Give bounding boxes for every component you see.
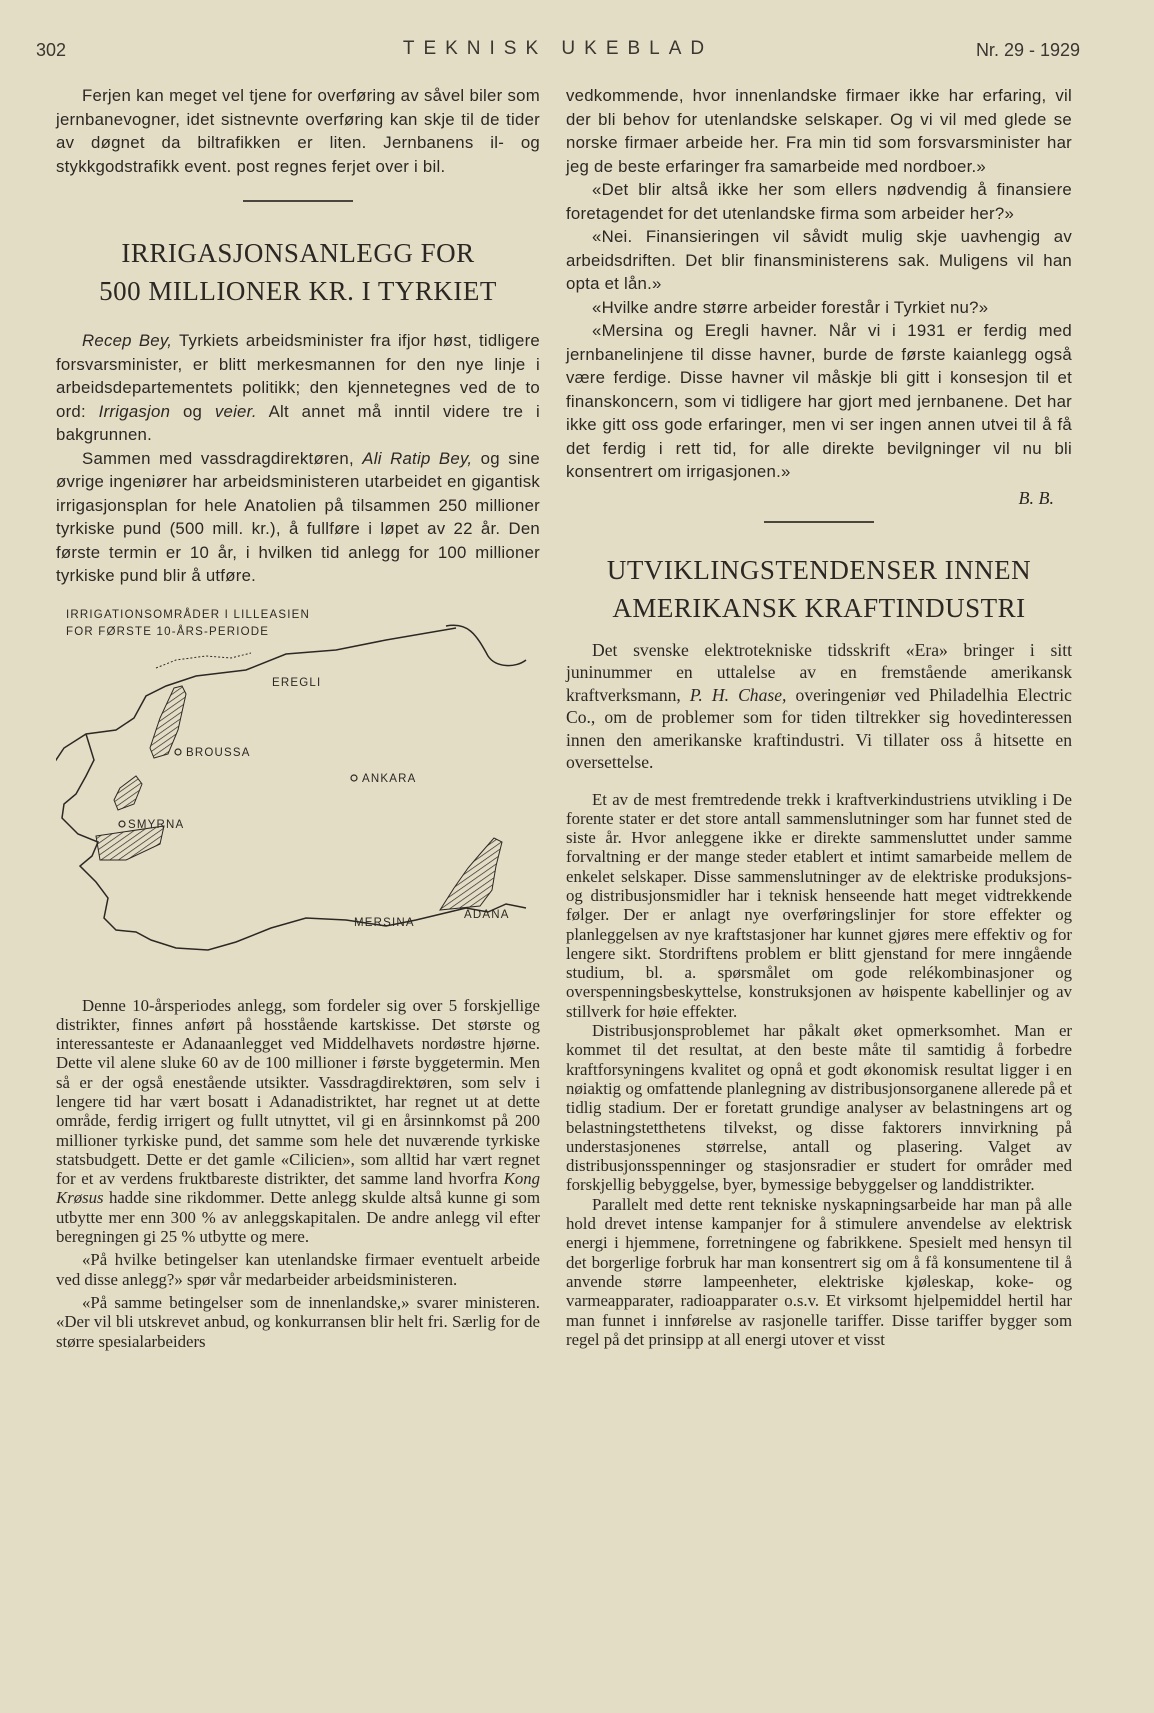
broussa-marker xyxy=(175,749,181,755)
article-paragraph: vedkommende, hvor innenlandske firmaer ikke har erfaring, vil der bli behov for utenlandske selskaper. Og vi vil med glede se norske firmaer arbeide her. Fra min tid som forsvarsminister har jeg de beste erfaringer fra samarbeide med nordboer.» xyxy=(566,86,1072,176)
irrigation-area-broussa xyxy=(150,686,186,758)
article-paragraph: Distribusjonsproblemet har påkalt øket opmerksomhet. Man er kommet til det resultat, at den beste måte til samtidig å forbedre kraftforsyningens kvalitet og opnå et godt økonomisk resultat ligger i en nøiaktig og omfattende planlegning av distribusjonsorganene allerede på et tidlig stadium. Der er foretatt grundige analyser av belastningens art og belastningstetthetens tilvekst, og disse faktorers innvirkning på understasjonenes størrelse, antall og plasering. Valget av distribusjonsspenninger og stasjonsradier er studert for områder med forskjellig bebyggelse, byer, bymessige bebyggelser og landdistrikter. xyxy=(566,1021,1072,1195)
irrigation-area-smyrna-south xyxy=(96,826,164,860)
text-run: hadde sine rikdommer. Dette anlegg skulde altså kunne gi som utbytte mer enn 300 % av anleggskapitalen. De andre anlegg vil efter beregningen gi 25 % utbytte og mere. xyxy=(56,1188,540,1247)
person-name: Recep Bey, xyxy=(82,331,173,350)
author-signature: B. B. xyxy=(1018,487,1054,508)
map-label-eregli: EREGLI xyxy=(272,676,322,689)
power-article-body xyxy=(566,790,1072,1350)
article-paragraph xyxy=(56,996,540,1247)
article-title-line: IRRIGASJONSANLEGG FOR xyxy=(121,238,475,268)
article-intro xyxy=(566,639,1072,774)
map-label-broussa: BROUSSA xyxy=(186,746,251,759)
article-paragraph: «På samme betingelser som de innenlandske,» svarer ministeren. «Der vil bli utskrevet anbud, og konkurransen blir helt fri. Særlig for de større spesialarbeiders xyxy=(56,1292,540,1351)
text-run: Denne 10-årsperiodes anlegg, som fordeler sig over 5 forskjellige distrikter, finnes anført på hosstående kartskisse. Det største og interessanteste er Adanaanlegget ved Middelhavets nordøstre hjørne. Dette vil alene sluke 60 av de 100 millioner i første byggetermin. Men så er der også enestående utsikter. Vassdragdirektøren, som selv i lengere tid har vært bosatt i Adanadistriktet, har regnet ut at dette område, ferdig irrigert og fullt utnyttet, vil gi en årsinnkomst på 200 millioner tyrkiske pund, det samme som hele det nuværende tyrkiske statsbudgett. Dette er det gamle «Cilicien», som alltid har vært regnet for et av verdens fruktbareste distrikter, det samme land hvorfra xyxy=(56,995,540,1189)
interview-continued xyxy=(566,84,1072,484)
publication-title: TEKNISK UKEBLAD xyxy=(402,38,714,59)
smyrna-marker xyxy=(119,821,125,827)
text-run: Det svenske elektrotekniske tidsskrift «Era» bringer i sitt juninummer en uttalelse av en fremstående amerikansk kraftverksmann, xyxy=(566,639,1072,705)
ferry-paragraph: Ferjen kan meget vel tjene for overføring av såvel biler som jernbanevogner, idet sistnevnte overføring kan skje til de tider av døgnet da biltrafikken er liten. Jernbanens il- og stykkgodstrafikk event. post regnes ferjet over i bil. xyxy=(56,86,540,176)
article-paragraph: «Mersina og Eregli havner. Når vi i 1931 er ferdig med jernbanelinjene til disse havner, burde de første kaianlegg også være ferdige. Disse havner vil måskje bli gitt i konsesjon til et finanskoncern, som vi tidligere har gjort med jernbanene. Det har ikke gitt oss gode erfaringer, men vi ser ingen annen utvei til å få det ferdig i rett tid, for alle direkte bevilgninger vil nu bli konsentrert om irrigasjonen.» xyxy=(566,321,1072,481)
ferry-paragraph-block xyxy=(56,84,540,178)
text-run: Alt annet må inntil videre tre i bakgrunnen. xyxy=(56,401,540,444)
map-caption-line1: IRRIGATIONSOMRÅDER I LILLEASIEN xyxy=(66,608,311,621)
right-column xyxy=(566,84,1072,1349)
irrigation-map xyxy=(56,598,540,986)
article-title-line: 500 MILLIONER KR. I TYRKIET xyxy=(99,276,497,306)
article-paragraph xyxy=(56,329,540,447)
section-divider xyxy=(243,200,353,202)
article-title-power xyxy=(566,551,1072,627)
article-title-line: UTVIKLINGSTENDENSER INNEN xyxy=(606,554,1032,585)
text-run: og sine øvrige ingeniører har arbeidsministeren utarbeidet en gigantisk irrigasjonsplan for hele Anatolien på tilsammen 250 millioner tyrkiske pund (500 mill. kr.), å fullføre i løpet av 22 år. Den første termin er 10 år, i hvilken tid anlegg for 100 millioner tyrkiske pund blir å utføre. xyxy=(56,448,541,585)
map-label-mersina: MERSINA xyxy=(354,916,415,929)
person-name: P. H. Chase, xyxy=(689,684,787,705)
article-title-irrigation xyxy=(56,234,540,310)
text-run: Tyrkiets arbeidsminister fra ifjor høst, tidligere forsvarsminister, er blitt merkesmannen for den nye linje i arbeidsdepartementets politikk; den kjennetegnes ved de to ord: xyxy=(56,331,540,421)
emphasis: veier. xyxy=(214,401,257,421)
irrigation-area-adana xyxy=(440,838,502,910)
emphasis: Irrigasjon xyxy=(98,401,171,421)
page-header xyxy=(36,36,1080,66)
coast-detail xyxy=(156,653,251,668)
map-label-adana: ADANA xyxy=(464,908,510,921)
irrigation-area-smyrna-north xyxy=(114,776,142,810)
ankara-marker xyxy=(351,775,357,781)
article-paragraph: Parallelt med dette rent tekniske nyskapningsarbeide har man på alle hold drevet intense kampanjer for å stimulere anvendelse av elektrisk energi i hjemmene, forretningene og fabrikkene. Spesielt med hensyn til det borgerlige forbruk har man konsentrert sig om å få konsumentene til å anvende større lampeenheter, elektriske kjøleskap, koke- og varmeapparater, radioapparater o.s.v. Et virksomt hjelpemiddel hertil har man funnet i innførelse av rasjonelle tariffer. Disse tariffer bygger som regel på det prinsipp at all energi utover et visst xyxy=(566,1194,1072,1349)
left-column xyxy=(56,84,540,1351)
article-paragraph: «Nei. Finansieringen vil såvidt mulig skje uavhengig av arbeidsdriften. Det blir finansministerens sak. Muligens vil han opta et lån.» xyxy=(566,227,1072,293)
article-paragraph: «Det blir altså ikke her som ellers nødvendig å finansiere foretagendet for det utenlandske firma som arbeider her?» xyxy=(566,180,1072,223)
issue-number: Nr. 29 - 1929 xyxy=(975,40,1080,60)
person-name: Ali Ratip Bey, xyxy=(362,448,473,468)
section-divider xyxy=(764,521,874,523)
article-paragraph: «Hvilke andre større arbeider forestår i Tyrkiet nu?» xyxy=(592,297,989,317)
text-run: overingeniør ved Philadelhia Electric Co., om de problemer som for tiden tiltrekker sig hovedinteressen innen den amerikanske kraftindustri. Vi tillater oss å hitsette en oversettelse. xyxy=(566,684,1072,772)
article-paragraph: «På hvilke betingelser kan utenlandske firmaer eventuelt arbeide ved disse anlegg?» spør vår medarbeider arbeidsministeren. xyxy=(56,1250,540,1289)
map-caption-line2: FOR FØRSTE 10-ÅRS-PERIODE xyxy=(66,625,270,638)
article-title-line: AMERIKANSK KRAFTINDUSTRI xyxy=(612,592,1026,623)
map-label-ankara: ANKARA xyxy=(362,772,417,785)
irrigation-article-body xyxy=(56,329,540,588)
text-run: og xyxy=(170,401,215,421)
article-paragraph xyxy=(56,447,540,588)
article-paragraph: Et av de mest fremtredende trekk i kraftverkindustriens utvikling i De forente stater er det store antall sammenslutninger som har funnet sted de siste år. Hvor anleggene ikke er direkte sammensluttet under samme forvaltning er der mange steder etablert et intimt samarbeide mellem de enkelet selskaper. Disse sammenslutninger av de elektriske produksjons- og distribusjonsmidler har i teknisk henseende hatt meget vidtrekkende følger. Der er anlagt nye overføringslinjer for store effekter og planleggelsen av nye kraftstasjoner har kunnet gjøres mere effektiv og for lengere sikt. Stordriftens problem er blitt gjenstand for mere inngående studium, bl. a. spørsmålet om gode relékombinasjoner og overspenningsbeskyttelse, konstruksjonen av høispente kabellinjer og av stillverk for høie effekter. xyxy=(566,789,1072,1021)
power-article-intro xyxy=(566,639,1072,774)
page-number: 302 xyxy=(36,40,67,60)
text-run: Sammen med vassdragdirektøren, xyxy=(82,448,363,468)
map-label-smyrna: SMYRNA xyxy=(128,818,185,831)
emphasis: Kong Krøsus xyxy=(56,1169,540,1208)
irrigation-article-continued xyxy=(56,996,540,1351)
